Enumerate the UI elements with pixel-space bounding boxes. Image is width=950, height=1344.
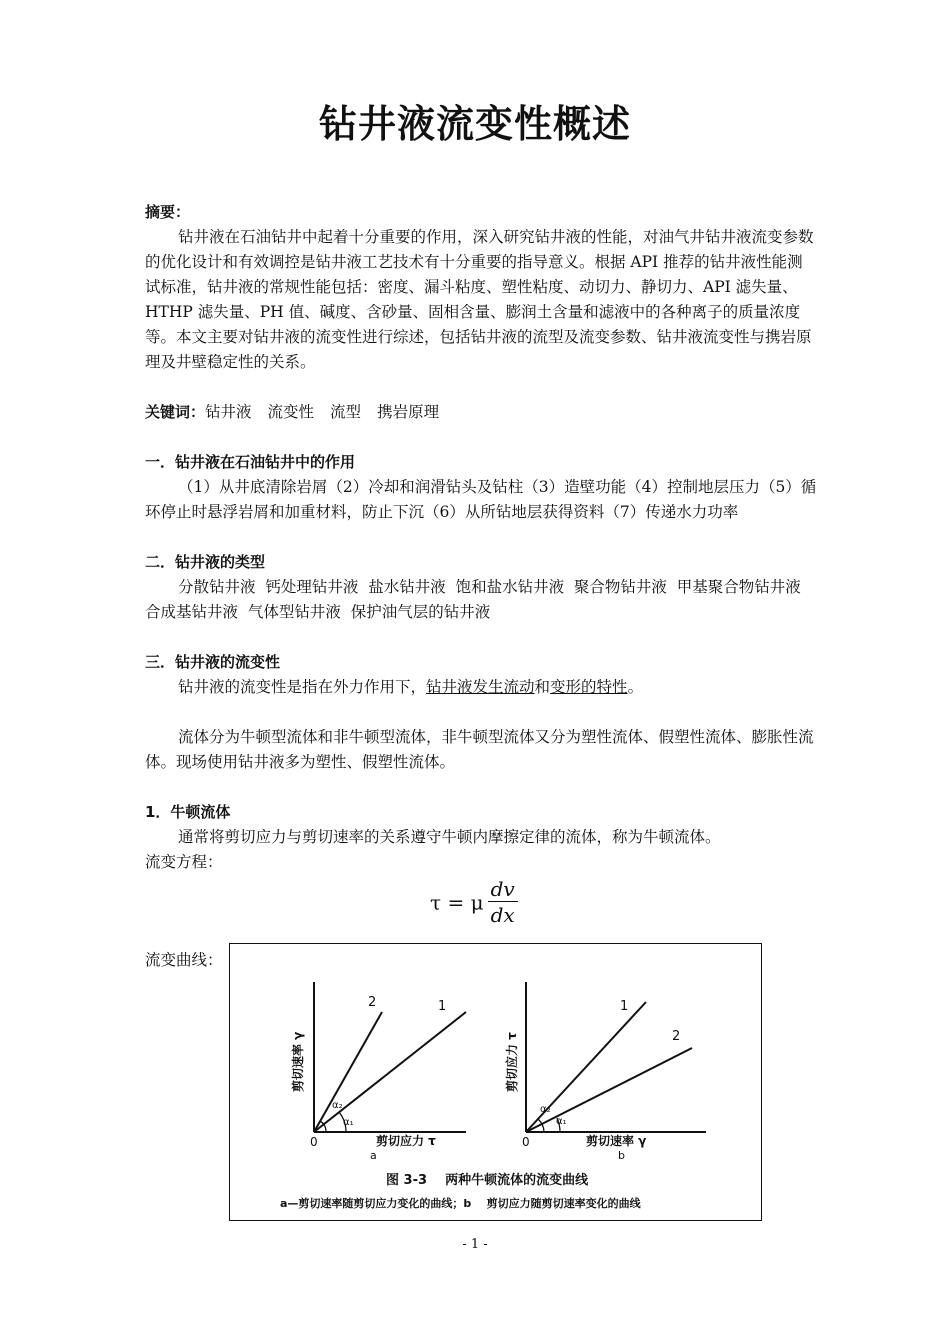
flow-curve-diagram — [230, 944, 760, 1219]
section-3-heading: 三．钻井液的流变性 — [145, 653, 281, 671]
curve-label: 流变曲线： — [145, 951, 223, 969]
keyword: 流型 — [330, 403, 362, 421]
b-angle-1-label: α₁ — [556, 1116, 567, 1127]
underlined-term: 变形的特性 — [550, 678, 628, 696]
a-line-2-label: 2 — [368, 995, 377, 1010]
a-angle-1-label: α₁ — [343, 1117, 354, 1128]
section-1-text: （1）从井底清除岩屑（2）冷却和润滑钻头及钻柱（3）造壁功能（4）控制地层压力（5）循环停止时悬浮岩屑和加重材料，防止下沉（6）从所钻地层获得资料（7）传递水力功率 — [145, 478, 817, 521]
text-run: 和 — [534, 678, 551, 696]
formula-numerator: dv — [488, 878, 518, 902]
formula-denominator: dx — [490, 903, 515, 927]
section-1-heading: 一．钻井液在石油钻井中的作用 — [145, 453, 356, 471]
formula-lhs: τ — [430, 890, 442, 915]
a-y-label: 剪切速率 γ — [291, 1031, 305, 1092]
b-x-label: 剪切速率 γ — [586, 1134, 647, 1148]
b-line-2 — [526, 1048, 692, 1132]
a-panel-label: a — [370, 1149, 377, 1162]
section-3-text — [145, 675, 817, 700]
figure-subcaption: a—剪切速率随剪切应力变化的曲线；b 剪切应力随剪切速率变化的曲线 — [280, 1197, 641, 1210]
formula-equals: = — [447, 890, 465, 915]
section-4-text: 通常将剪切应力与剪切速率的关系遵守牛顿内摩擦定律的流体，称为牛顿流体。 — [178, 828, 721, 846]
b-line-2-label: 2 — [672, 1029, 681, 1044]
a-angle-2-label: α₂ — [332, 1100, 343, 1111]
formula-fraction — [488, 878, 518, 927]
keywords-line — [145, 400, 817, 425]
section-3-para2: 流体分为牛顿型流体和非牛顿型流体，非牛顿型流体又分为塑性流体、假塑性流体、膨胀性流体。现场使用钻井液多为塑性、假塑性流体。 — [145, 728, 814, 771]
underlined-term: 钻井液发生流动 — [426, 678, 535, 696]
section-2-text: 分散钻井液 钙处理钻井液 盐水钻井液 饱和盐水钻井液 聚合物钻井液 甲基聚合物钻井液 合成基钻井液 气体型钻井液 保护油气层的钻井液 — [145, 578, 811, 621]
a-x-label: 剪切应力 τ — [376, 1134, 436, 1148]
a-line-1-label: 1 — [438, 999, 447, 1014]
abstract-label: 摘要： — [145, 203, 191, 221]
section-4-heading: 1．牛顿流体 — [145, 803, 231, 821]
page-number: - 1 - — [462, 1237, 488, 1252]
document-title: 钻井液流变性概述 — [318, 102, 631, 146]
equation-label: 流变方程： — [145, 853, 223, 871]
b-origin: 0 — [522, 1135, 530, 1149]
b-angle-2-label: α₂ — [540, 1104, 551, 1115]
text-run: 钻井液的流变性是指在外力作用下， — [178, 678, 427, 696]
keywords-label: 关键词： — [145, 403, 206, 421]
flow-curve-figure — [229, 943, 762, 1221]
abstract-text: 钻井液在石油钻井中起着十分重要的作用，深入研究钻井液的性能，对油气井钻井液流变参数的优化设计和有效调控是钻井液工艺技术有十分重要的指导意义。根据 API 推荐的钻井液性能测试标准，钻井液的常规性能包括：密度、漏斗粘度、塑性粘度、动切力、静切力、API 滤失量、HTHP 滤失量、PH 值、碱度、含砂量、固相含量、膨润土含量和滤液中的各种离子的质量浓度等。本文主要对钻井液的流变性进行综述，包括钻井液的流型及流变参数、钻井液流变性与携岩原理及井壁稳定性的关系。 — [145, 228, 814, 371]
keyword: 钻井液 — [205, 403, 252, 421]
a-origin: 0 — [310, 1135, 318, 1149]
b-panel-label: b — [618, 1149, 625, 1162]
document-body — [145, 200, 817, 875]
section-2-heading: 二．钻井液的类型 — [145, 553, 266, 571]
b-y-label: 剪切应力 τ — [505, 1032, 519, 1092]
formula-coef: μ — [470, 890, 484, 915]
figure-caption: 图 3-3 两种牛顿流体的流变曲线 — [386, 1173, 589, 1188]
keyword: 携岩原理 — [377, 403, 440, 421]
keyword: 流变性 — [267, 403, 315, 421]
rheology-equation — [430, 878, 518, 927]
a-line-1 — [314, 1012, 466, 1132]
text-run: 。 — [627, 678, 644, 696]
b-line-1-label: 1 — [620, 999, 629, 1014]
a-line-2 — [314, 1012, 382, 1132]
